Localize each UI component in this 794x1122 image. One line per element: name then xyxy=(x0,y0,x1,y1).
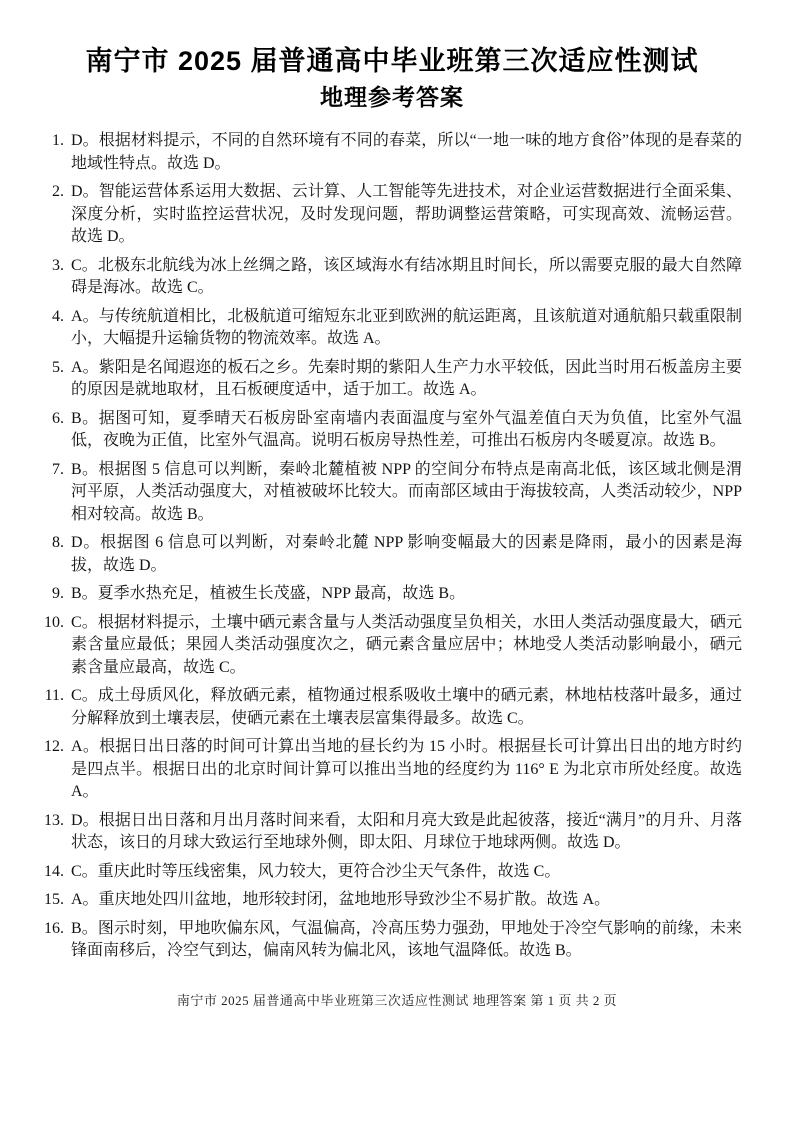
answer-number: 8. xyxy=(52,534,64,551)
answer-item xyxy=(42,408,742,453)
answer-number: 10. xyxy=(44,613,64,631)
answer-text: D。智能运营体系运用大数据、云计算、人工智能等先进技术，对企业运营数据进行全面采集、深度分析，实时监控运营状况，及时发现问题，帮助调整运营策略，可实现高效、流畅运营。故选 D。 xyxy=(71,183,742,245)
answer-text: C。北极东北航线为冰上丝绸之路，该区域海水有结冰期且时间长，所以需要克服的最大自然障碍是海冰。故选 C。 xyxy=(71,256,742,296)
answer-item xyxy=(42,736,742,804)
answer-text: C。重庆此时等压线密集，风力较大，更符合沙尘天气条件，故选 C。 xyxy=(71,862,561,880)
answer-text: B。根据图 5 信息可以判断，秦岭北麓植被 NPP 的空间分布特点是南高北低，该区域北侧是渭河平原，人类活动强度大，对植被破坏比较大。而南部区域由于海拔较高，人类活动较少，NPP 相对较高。故选 B。 xyxy=(71,460,742,523)
answer-item xyxy=(42,861,742,884)
answer-number: 6. xyxy=(52,409,64,427)
answer-number: 1. xyxy=(52,132,64,149)
answer-number: 4. xyxy=(52,307,64,325)
answer-text: C。成土母质风化，释放硒元素，植物通过根系吸收土壤中的硒元素，林地枯枝落叶最多，通过分解释放到土壤表层，使硒元素在土壤表层富集得最多。故选 C。 xyxy=(71,687,742,727)
answer-item xyxy=(42,810,742,855)
answer-item xyxy=(42,612,742,680)
answer-text: C。根据材料提示，土壤中硒元素含量与人类活动强度呈负相关，水田人类活动强度最大，硒元素含量应最低；果园人类活动强度次之，硒元素含量应居中；林地受人类活动影响最小，硒元素含量应最高，故选 C。 xyxy=(71,613,742,676)
answer-item xyxy=(42,306,742,351)
answers-list xyxy=(42,130,742,963)
answer-item xyxy=(42,255,742,300)
answer-text: B。夏季水热充足，植被生长茂盛，NPP 最高，故选 B。 xyxy=(71,585,466,602)
answer-item xyxy=(42,685,742,730)
answer-number: 16. xyxy=(44,919,64,937)
answer-number: 13. xyxy=(44,811,64,829)
answer-text: B。图示时刻，甲地吹偏东风，气温偏高，冷高压势力强劲，甲地处于冷空气影响的前缘，未来锋面南移后，冷空气到达，偏南风转为偏北风，该地气温降低。故选 B。 xyxy=(71,919,742,959)
answer-number: 7. xyxy=(52,460,64,478)
answer-item xyxy=(42,357,742,402)
answer-item xyxy=(42,918,742,963)
answer-item xyxy=(42,181,742,249)
answer-number: 2. xyxy=(52,183,64,200)
document-subtitle: 地理参考答案 xyxy=(320,84,464,110)
answer-number: 9. xyxy=(52,585,64,602)
answer-number: 11. xyxy=(44,687,64,704)
answer-text: D。根据材料提示，不同的自然环境有不同的春菜，所以“一地一味的地方食俗”体现的是春菜的地域性特点。故选 D。 xyxy=(71,132,742,172)
answer-item xyxy=(42,583,742,606)
document-title: 南宁市 2025 届普通高中毕业班第三次适应性测试 xyxy=(85,46,699,76)
answer-text: D。根据图 6 信息可以判断，对秦岭北麓 NPP 影响变幅最大的因素是降雨，最小的因素是海拔，故选 D。 xyxy=(71,534,742,574)
answer-item xyxy=(42,459,742,527)
answer-number: 12. xyxy=(44,738,64,755)
answer-number: 3. xyxy=(52,256,64,274)
answer-number: 14. xyxy=(44,862,64,880)
answer-text: B。据图可知，夏季晴天石板房卧室南墙内表面温度与室外气温差值白天为负值，比室外气温低，夜晚为正值，比室外气温高。说明石板房导热性差，可推出石板房内冬暖夏凉。故选 B。 xyxy=(71,409,742,449)
answer-number: 5. xyxy=(52,358,64,376)
answer-item xyxy=(42,532,742,577)
answer-text: A。根据日出日落的时间可计算出当地的昼长约为 15 小时。根据昼长可计算出日出的地方时约是四点半。根据日出的北京时间计算可以推出当地的经度约为 116° E 为北京市所处经度。故选 A。 xyxy=(71,738,742,800)
page-footer: 南宁市 2025 届普通高中毕业班第三次适应性测试 地理答案 第 1 页 共 2 页 xyxy=(176,993,618,1008)
answer-number: 15. xyxy=(44,891,64,908)
answer-text: A。重庆地处四川盆地，地形较封闭，盆地地形导致沙尘不易扩散。故选 A。 xyxy=(71,891,611,908)
answer-item xyxy=(42,130,742,175)
answer-text: D。根据日出日落和月出月落时间来看，太阳和月亮大致是此起彼落，接近“满月”的月升、月落状态，该日的月球大致运行至地球外侧，即太阳、月球位于地球两侧。故选 D。 xyxy=(71,811,742,851)
answer-item xyxy=(42,889,742,912)
answer-text: A。与传统航道相比，北极航道可缩短东北亚到欧洲的航运距离，且该航道对通航船只载重限制小，大幅提升运输货物的物流效率。故选 A。 xyxy=(71,307,742,347)
answer-text: A。紫阳是名闻遐迩的板石之乡。先秦时期的紫阳人生产力水平较低，因此当时用石板盖房主要的原因是就地取材，且石板硬度适中，适于加工。故选 A。 xyxy=(71,358,742,398)
